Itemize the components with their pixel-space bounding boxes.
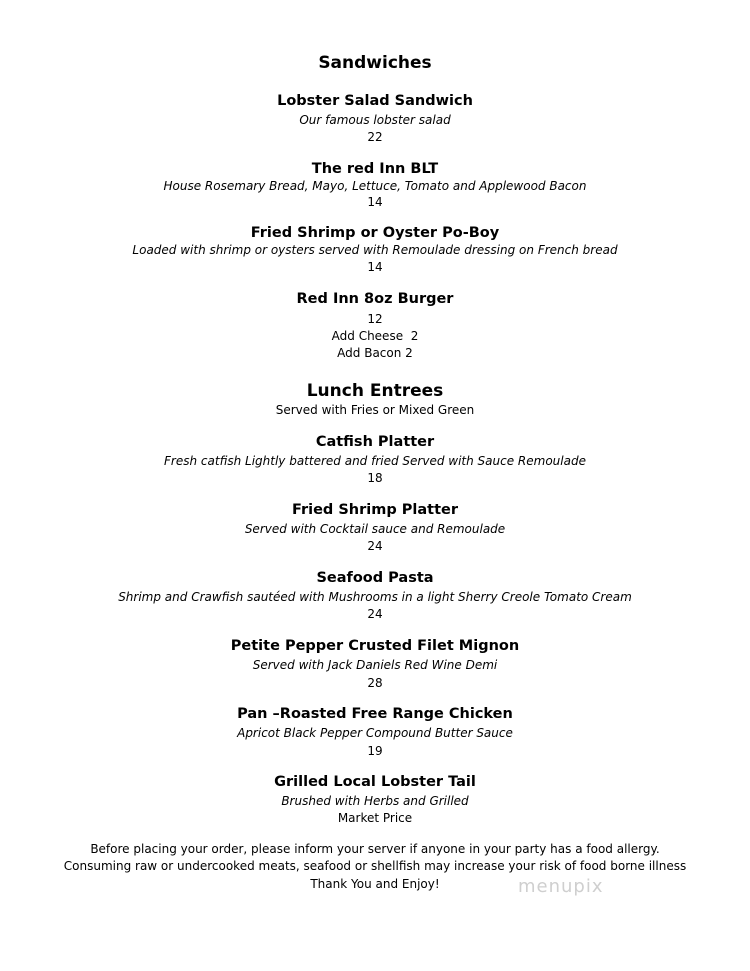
food-safety-notice: Consuming raw or undercooked meats, seafood or shellfish may increase your risk of food borne illness xyxy=(63,859,687,873)
allergy-notice: Before placing your order, please inform your server if anyone in your party has a food allergy. xyxy=(90,842,660,856)
menupix-watermark: menupix xyxy=(518,876,604,897)
item-name: Grilled Local Lobster Tail xyxy=(274,774,476,790)
item-description: House Rosemary Bread, Mayo, Lettuce, Tomato and Applewood Bacon xyxy=(163,179,587,193)
item-price: 28 xyxy=(367,676,383,690)
item-price: Market Price xyxy=(337,811,413,825)
section-title-sandwiches: Sandwiches xyxy=(318,53,432,73)
item-price: 24 xyxy=(367,539,383,553)
item-description: Served with Cocktail sauce and Remoulade xyxy=(244,522,506,536)
item-description: Loaded with shrimp or oysters served with Remoulade dressing on French bread xyxy=(132,243,618,257)
item-price: 24 xyxy=(367,607,383,621)
item-price: 14 xyxy=(367,195,383,209)
thank-you-line: Thank You and Enjoy! xyxy=(310,877,440,891)
item-extra: Add Cheese 2 xyxy=(331,329,419,343)
item-description: Fresh catfish Lightly battered and fried Served with Sauce Remoulade xyxy=(164,454,586,468)
section-title-lunch-entrees: Lunch Entrees xyxy=(306,381,444,401)
item-name: Red Inn 8oz Burger xyxy=(296,291,454,307)
item-name: Lobster Salad Sandwich xyxy=(277,93,473,109)
item-description: Our famous lobster salad xyxy=(299,113,451,127)
item-name: Pan –Roasted Free Range Chicken xyxy=(237,706,513,722)
item-extra: Add Bacon 2 xyxy=(337,346,413,360)
item-price: 14 xyxy=(367,260,383,274)
item-price: 18 xyxy=(367,471,383,485)
item-name: The red Inn BLT xyxy=(311,161,439,177)
item-description: Brushed with Herbs and Grilled xyxy=(281,794,469,808)
item-name: Catfish Platter xyxy=(315,434,435,450)
item-name: Petite Pepper Crusted Filet Mignon xyxy=(230,638,520,654)
item-name: Fried Shrimp Platter xyxy=(291,502,458,518)
item-price: 19 xyxy=(367,744,383,758)
item-price: 22 xyxy=(367,130,383,144)
item-description: Shrimp and Crawfish sautéed with Mushrooms in a light Sherry Creole Tomato Cream xyxy=(118,590,632,604)
item-name: Fried Shrimp or Oyster Po-Boy xyxy=(250,225,500,241)
section-note: Served with Fries or Mixed Green xyxy=(275,403,475,417)
item-name: Seafood Pasta xyxy=(316,570,434,586)
item-price: 12 xyxy=(367,312,383,326)
item-description: Apricot Black Pepper Compound Butter Sauce xyxy=(237,726,513,740)
item-description: Served with Jack Daniels Red Wine Demi xyxy=(252,658,498,672)
